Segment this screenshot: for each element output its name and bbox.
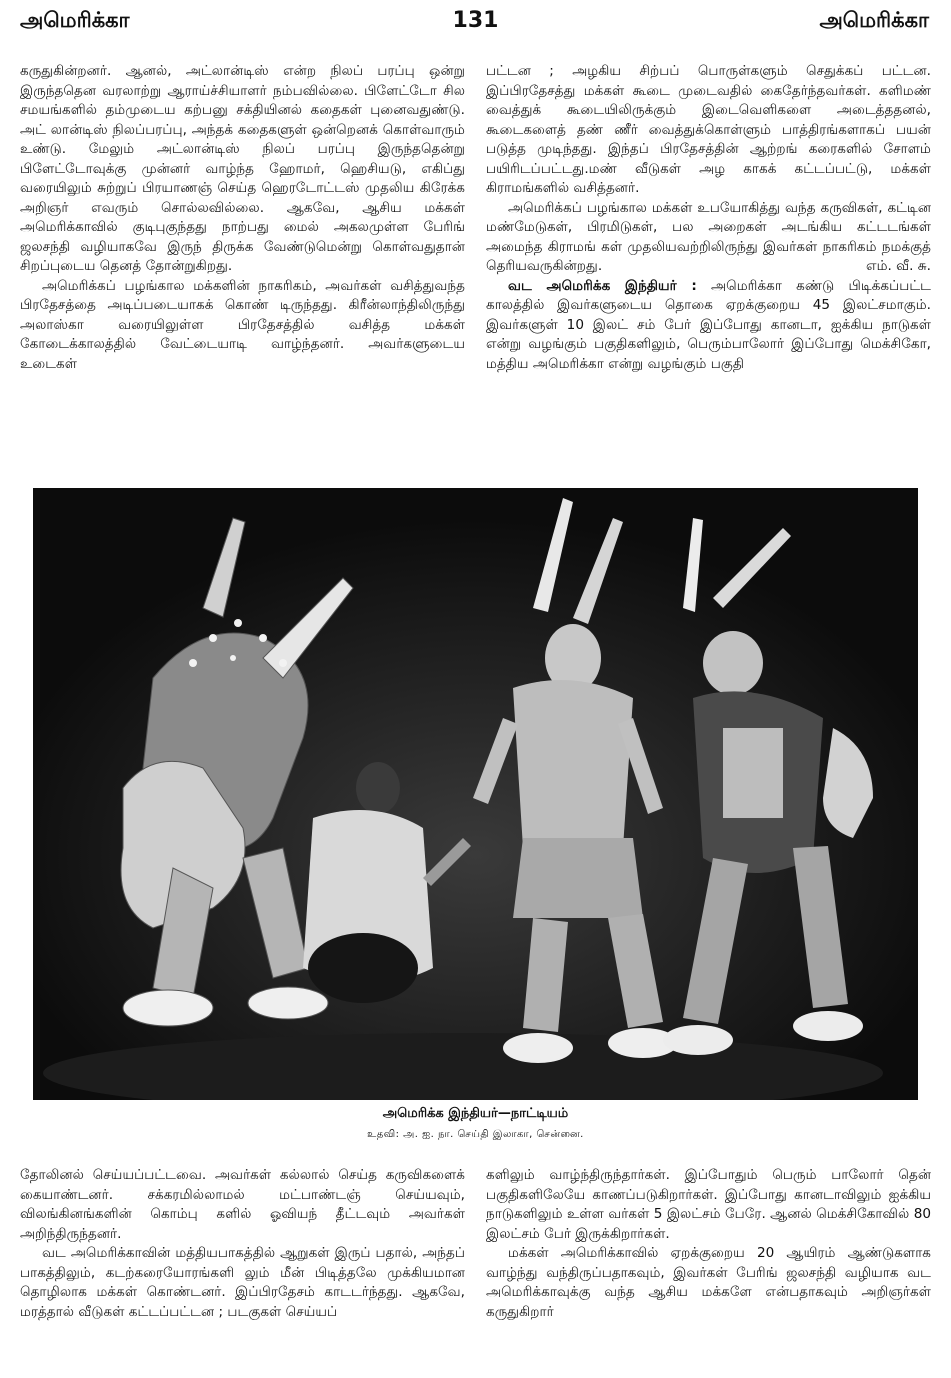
paragraph: மக்கள் அமெரிக்காவில் ஏறக்குறைய 20 ஆயிரம் ஆண்டுகளாக வாழ்ந்து வந்திருப்பதாகவும், இவர்கள் பேரிங் ஜலசந்தி வழியாக வட அமெரிக்காவுக்கு வந்த ஆசிய மக்களே என்பதாகவும் அறிஞர்கள் கருதுகிறார் [486,1245,931,1320]
dancers-illustration [33,488,918,1100]
column-top-left [20,62,465,472]
paragraph: கருதுகின்றனர். ஆனல், அட்லான்டிஸ் என்ற நிலப் பரப்பு ஒன்று இருந்ததென வரலாற்று ஆராய்ச்சியாளர் நம்பவில்லை. பிளேட்டோ சில சமயங்களில் தம்முடைய கற்பனு சக்தியினல் கதைகள் புனைவதுண்டு. அட் லான்டிஸ் நிலப்பரப்பு, அந்தக் கதைகளுள் ஒன்றெனக் கொள்வாரும் உண்டு. மேலும் அட்லான்டிஸ் நிலப் பரப்பு இருந்ததென்று பிளேட்டோவுக்கு முன்னர் வாழ்ந்த ஹோமர், ஹெசியடு, எகிப்து வரையிலும் சுற்றுப் பிரயாணஞ் செய்த ஹெரடோட்டஸ் முதலிய கிரேக்க அறிஞர் எவரும் சொல்லவில்லை. ஆகவே, ஆசிய மக்கள் அமெரிக்காவில் குடிபுகுந்தது நாற்பது மைல் அகலமுள்ள பேரிங் ஜலசந்தி வழியாகவே இருந் திருக்க வேண்டுமென்று கொள்வதுதான் சிறப்புடைய தெனத் தோன்றுகிறது. [20,63,465,274]
column-top-right [486,62,931,472]
paragraph: பட்டன ; அழகிய சிற்பப் பொருள்களும் செதுக்கப் பட்டன. இப்பிரதேசத்து மக்கள் கூடை முடைவதில் கைதேர்ந்தவர்கள். களிமண் வைத்துக் கூடையிலிருக்கும் இடைவெளிகளை அடைத்ததனல், கூடைகளைத் தண் ணீர் வைத்துக்கொள்ளும் பாத்திரங்களாகப் பயன் படுத்த முடிந்தது. இந்தப் பிரதேசத்தின் ஆற்றங் கரைகளில் சோளம் பயிரிடப்பட்டது.மண் வீடுகள் அழ காகக் கட்டப்பட்டு, மக்கள் கிராமங்களில் வசித்தனர். [486,63,931,196]
page-number: 131 [452,8,499,33]
paragraph: வட அமெரிக்காவின் மத்தியபாகத்தில் ஆறுகள் இருப் பதால், அந்தப் பாகத்திலும், கடற்கரையோரங்களி லும் மீன் பிடித்தலே முக்கியமான தொழிலாக மக்கள் கொண்டனர். இப்பிரதேசம் காடடர்ந்தது. ஆகவே, மரத்தால் வீடுகள் கட்டப்பட்டன ; படகுகள் செய்யப் [20,1245,465,1320]
section-heading: வட அமெரிக்க இந்தியர் : [508,277,697,294]
section-paragraph [486,277,931,375]
paragraph: களிலும் வாழ்ந்திருந்தார்கள். இப்போதும் பெரும் பாலோர் தென் பகுதிகளிலேயே காணப்படுகிறார்கள். இப்போது கானடாவிலும் ஐக்கிய நாடுகளிலும் உள்ள வர்கள் 5 இலட்சம் பேரே. ஆனல் மெக்சிகோவில் 80 இலட்சம் பேர் இருக்கிறார்கள். [486,1167,931,1242]
dance-photograph [33,488,918,1100]
figure-caption: அமெரிக்க இந்தியர்—நாட்டியம் [382,1106,569,1121]
column-bottom-right [486,1166,931,1371]
column-bottom-left [20,1166,465,1371]
paragraph: தோலினல் செய்யப்பட்டவை. அவர்கள் கல்லால் செய்த கருவிகளைக் கையாண்டனர். சக்கரமில்லாமல் மட்பாண்டஞ் செய்யவும், விலங்கினங்களின் கொம்பு களில் ஓவியந் தீட்டவும் அவர்கள் அறிந்திருந்தனர். [20,1167,465,1242]
paragraph: அமெரிக்கப் பழங்கால மக்கள் உபயோகித்து வந்த கருவிகள், கட்டின மண்மேடுகள், பிரமிடுகள், பல அறைகள் அடங்கிய கட்டடங்கள் அமைந்த கிராமங் கள் முதலியவற்றிலிருந்து இவர்கள் நாகரிகம் நமக்குத் தெரியவருகின்றது. [486,199,931,274]
figure-credit: உதவி: அ. ஐ. நா. செய்தி இலாகா, சென்னை. [367,1129,584,1140]
running-title-left: அமெரிக்கா [20,8,130,32]
running-title-right: அமெரிக்கா [819,8,929,32]
section-text: அமெரிக்கா கண்டு பிடிக்கப்பட்ட காலத்தில் இவர்களுடைய தொகை ஏறக்குறைய 45 இலட்சமாகும். இவர்களுள் 10 இலட் சம் பேர் இப்போது கானடா, ஐக்கிய நாடுகள் என்று வழங்கும் பகுதிகளிலும், பெரும்பாலோர் இப்போது மெக்சிகோ, மத்திய அமெரிக்கா என்று வழங்கும் பகுதி [486,277,931,372]
author-signature: எம். வீ. சு. [865,258,931,274]
paragraph: அமெரிக்கப் பழங்கால மக்களின் நாகரிகம், அவர்கள் வசித்துவந்த பிரதேசத்தை அடிப்படையாகக் கொண் டிருந்தது. கிரீன்லாந்திலிருந்து அலாஸ்கா வரையிலுள்ள பிரதேசத்தில் வசித்த மக்கள் கோடைக்காலத்தில் வேட்டையாடி வாழ்ந்தனர். அவர்களுடைய உடைகள் [20,277,465,372]
